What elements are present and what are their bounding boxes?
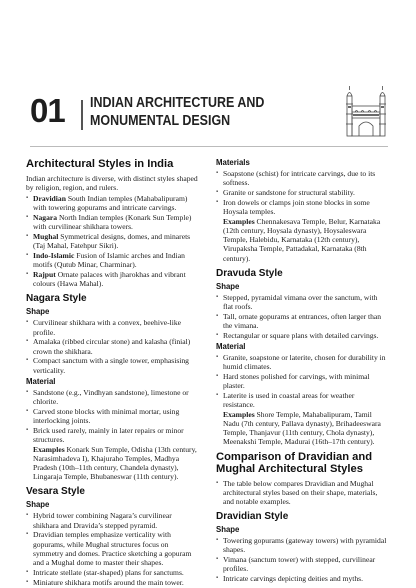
list-item-text: Iron dowels or clamps join stone blocks in some Hoysala temples. (223, 197, 370, 216)
right-column (216, 158, 388, 585)
vesara-heading: Vesara Style (26, 486, 85, 498)
list-item: ▪ Sandstone (e.g., Vindhyan sandstone), limestone or chlorite. (26, 388, 198, 406)
list-item: ▪ Granite, soapstone or laterite, chosen for durability in humid climates. (216, 353, 388, 371)
list-item (26, 194, 198, 212)
vesara-shape-label: Shape (26, 500, 50, 510)
list-item (26, 426, 198, 482)
list-item: ▪ Carved stone blocks with minimal mortar, using interlocking joints. (26, 407, 198, 425)
nagara-shape-label: Shape (26, 307, 50, 317)
style-text: Ornate palaces with jharokhas and vibrant colours (Hawa Mahal). (33, 269, 186, 289)
list-item: ▪ Amalaka (ribbed circular stone) and kalasha (finial) crown the shikhara. (26, 337, 198, 355)
list-item: ▪ Tall, ornate gopurams at entrances, often larger than the vimana. (216, 312, 388, 330)
dravuda-heading: Dravuda Style (216, 267, 283, 279)
styles-list (26, 194, 198, 288)
list-item (26, 251, 198, 269)
list-item: ▪ Vimana (sanctum tower) with stepped, curvilinear profiles. (216, 555, 388, 573)
list-item (216, 391, 388, 447)
dravuda-shape-label: Shape (216, 281, 240, 291)
comparison-list (216, 479, 388, 507)
list-item: ▪ Curvilinear shikhara with a convex, beehive-like profile. (26, 318, 198, 336)
list-item: ▪ Compact sanctum with a single tower, emphasising verticality. (26, 356, 198, 374)
list-item: ▪ The table below compares Dravidian and Mughal architectural styles based on their shape, materials, and notable examples. (216, 479, 388, 507)
chapter-title-line2: MONUMENTAL DESIGN (90, 113, 231, 129)
list-item: ▪ Intricate stellate (star-shaped) plans for sanctums. (26, 568, 198, 577)
nagara-material-list (26, 388, 198, 482)
examples-text: Chennakesava Temple, Belur, Karnataka (12th century, Hoysala dynasty), Hoysaleswara Temple, Halebidu, Karnataka (12th century), Virupaksha Temple, Pattadakal, Karnataka (8th century). (223, 216, 381, 263)
dravidian-heading: Dravidian Style (216, 511, 289, 523)
style-text: North Indian temples (Konark Sun Temple) with curvilinear shikhara towers. (33, 212, 192, 232)
list-item (26, 213, 198, 231)
dravidian-shape-list (216, 536, 388, 583)
dravuda-shape-list (216, 293, 388, 340)
list-item: ▪ Granite or sandstone for structural stability. (216, 188, 388, 197)
vesara-shape-list (26, 511, 198, 586)
left-column (26, 158, 198, 588)
list-item: ▪ Miniature shikhara motifs around the main tower. (26, 578, 198, 587)
nagara-shape-list (26, 318, 198, 374)
style-term: Rajput (33, 269, 56, 279)
dravuda-material-list (216, 353, 388, 447)
comparison-heading-line2: Mughal Architectural Styles (216, 463, 363, 476)
comparison-heading (216, 451, 388, 476)
examples-label: Examples (223, 409, 255, 419)
list-item: ▪ Stepped, pyramidal vimana over the sanctum, with flat roofs. (216, 293, 388, 311)
chapter-divider (81, 100, 83, 130)
nagara-examples (33, 445, 198, 482)
chapter-header (0, 0, 416, 150)
vesara-examples (223, 217, 388, 263)
materials-list (216, 169, 388, 263)
examples-label: Examples (223, 216, 255, 226)
style-term: Indo-Islamic (33, 250, 75, 260)
list-item-text: Laterite is used in coastal areas for weather resistance. (223, 390, 355, 410)
style-text: Fusion of Islamic arches and Indian motifs (Qutub Minar, Charminar). (33, 250, 185, 270)
nagara-material-label: Material (26, 376, 56, 386)
styles-intro: Indian architecture is diverse, with distinct styles shaped by religion, region, and rulers. (26, 173, 198, 192)
list-item: ▪ Hard stones polished for carvings, with minimal plaster. (216, 372, 388, 390)
materials-label: Materials (216, 158, 250, 167)
list-item: ▪ Rectangular or square plans with detailed carvings. (216, 331, 388, 340)
list-item: ▪ Intricate carvings depicting deities and myths. (216, 574, 388, 583)
dravidian-shape-label: Shape (216, 525, 240, 535)
dravuda-material-label: Material (216, 341, 246, 351)
list-item (216, 198, 388, 263)
examples-text: Konark Sun Temple, Odisha (13th century, Narasimhadeva I), Khajuraho Temples, Madhya Pradesh (10th–11th century, Chandela dynasty), Lingaraja Temple, Bhubaneswar (11th century). (33, 444, 197, 482)
style-term: Mughal (33, 231, 59, 241)
style-text: Symmetrical designs, domes, and minarets (Taj Mahal, Fatehpur Sikri). (33, 231, 191, 251)
style-term: Nagara (33, 212, 58, 222)
header-rule (30, 146, 388, 147)
style-text: South Indian temples (Mahabalipuram) with towering gopurams and intricate carvings. (33, 193, 188, 213)
nagara-heading: Nagara Style (26, 293, 87, 305)
list-item: ▪ Towering gopurams (gateway towers) with pyramidal shapes. (216, 536, 388, 554)
list-item: ▪ Soapstone (schist) for intricate carvings, due to its softness. (216, 169, 388, 187)
charminar-icon (344, 82, 388, 138)
styles-heading: Architectural Styles in India (26, 158, 174, 170)
list-item (26, 232, 198, 250)
list-item: ▪ Hybrid tower combining Nagara’s curvilinear shikhara and Dravida’s stepped pyramid. (26, 511, 198, 529)
list-item: ▪ Dravidian temples emphasize verticality with gopurams, while Mughal structures focus on symmetry and domes. Practice sketching a gopuram and a Mughal dome to master their shapes. (26, 530, 198, 567)
comparison-heading-line1: Comparison of Dravidian and (216, 450, 373, 463)
style-term: Dravidian (33, 193, 66, 203)
dravuda-examples (223, 410, 388, 447)
examples-label: Examples (33, 444, 65, 454)
list-item-text: Brick used rarely, mainly in later repairs or minor structures. (33, 425, 184, 444)
chapter-title-line1: INDIAN ARCHITECTURE AND (90, 95, 265, 111)
chapter-number: 01 (30, 92, 65, 129)
examples-text: Shore Temple, Mahabalipuram, Tamil Nadu (7th century, Pallava dynasty), Brihadeeswara Temple, Thanjavur (11th century, Chola dynasty), Meenakshi Temple, Madurai (16th–17th century). (223, 409, 381, 447)
chapter-title (90, 94, 264, 130)
list-item (26, 270, 198, 288)
